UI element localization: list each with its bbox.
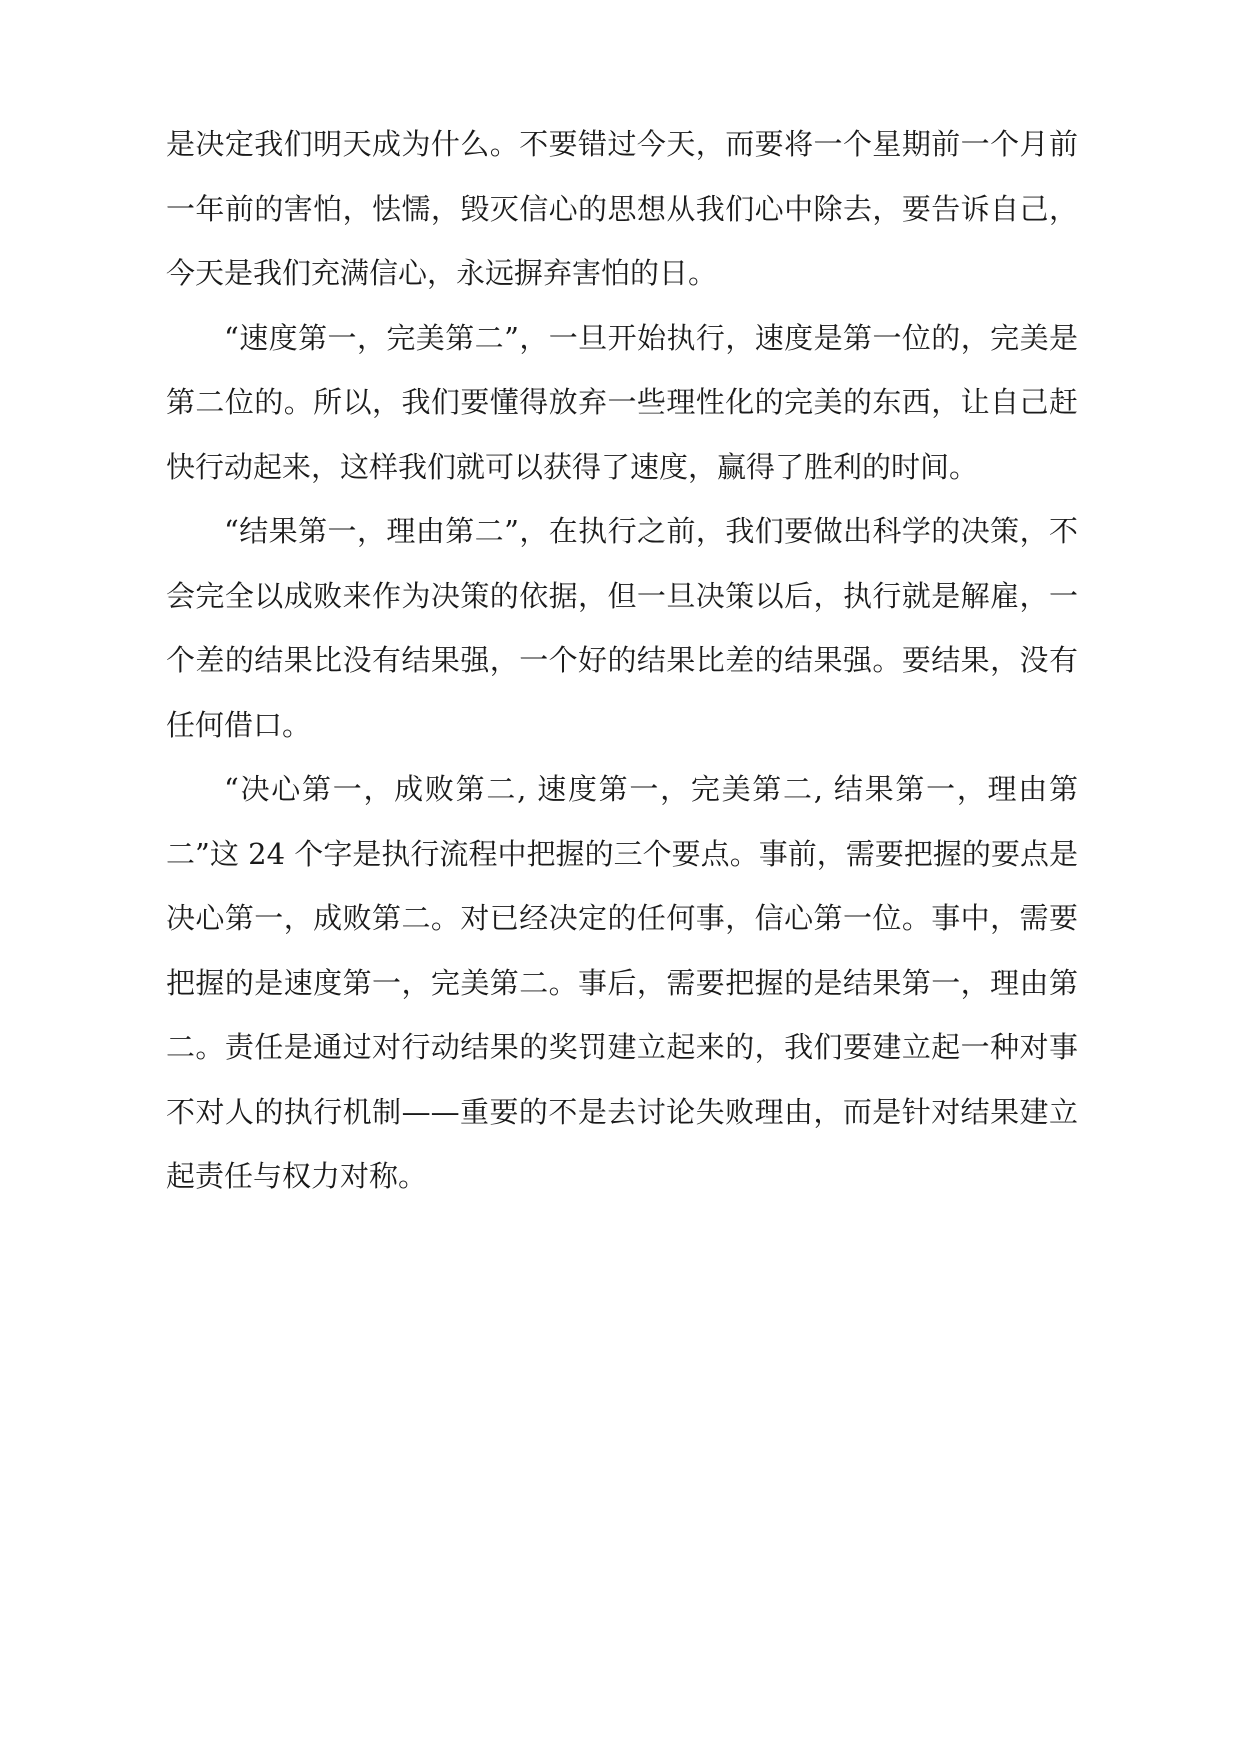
paragraph-3: “结果第一，理由第二”，在执行之前，我们要做出科学的决策，不会完全以成败来作为决策的依据，但一旦决策以后，执行就是解雇，一个差的结果比没有结果强，一个好的结果比差的结果强。要结果，没有任何借口。 — [166, 514, 1078, 742]
paragraph-1: 是决定我们明天成为什么。不要错过今天，而要将一个星期前一个月前一年前的害怕，怯懦，毁灭信心的思想从我们心中除去，要告诉自己，今天是我们充满信心，永远摒弃害怕的日。 — [166, 127, 1078, 290]
paragraph-2: “速度第一，完美第二”，一旦开始执行，速度是第一位的，完美是第二位的。所以，我们要懂得放弃一些理性化的完美的东西，让自己赶快行动起来，这样我们就可以获得了速度，赢得了胜利的时间。 — [166, 320, 1078, 484]
paragraph-4: “决心第一，成败第二, 速度第一，完美第二, 结果第一，理由第二”这 24 个字是执行流程中把握的三个要点。事前，需要把握的要点是决心第一，成败第二。对已经决定的任何事，信心第一位。事中，需要把握的是速度第一，完美第二。事后，需要把握的是结果第一，理由第二。责任是通过对行动结果的奖罚建立起来的，我们要建立起一种对事不对人的执行机制——重要的不是去讨论失败理由，而是针对结果建立起责任与权力对称。 — [166, 772, 1078, 1193]
document-body — [166, 112, 1078, 1209]
